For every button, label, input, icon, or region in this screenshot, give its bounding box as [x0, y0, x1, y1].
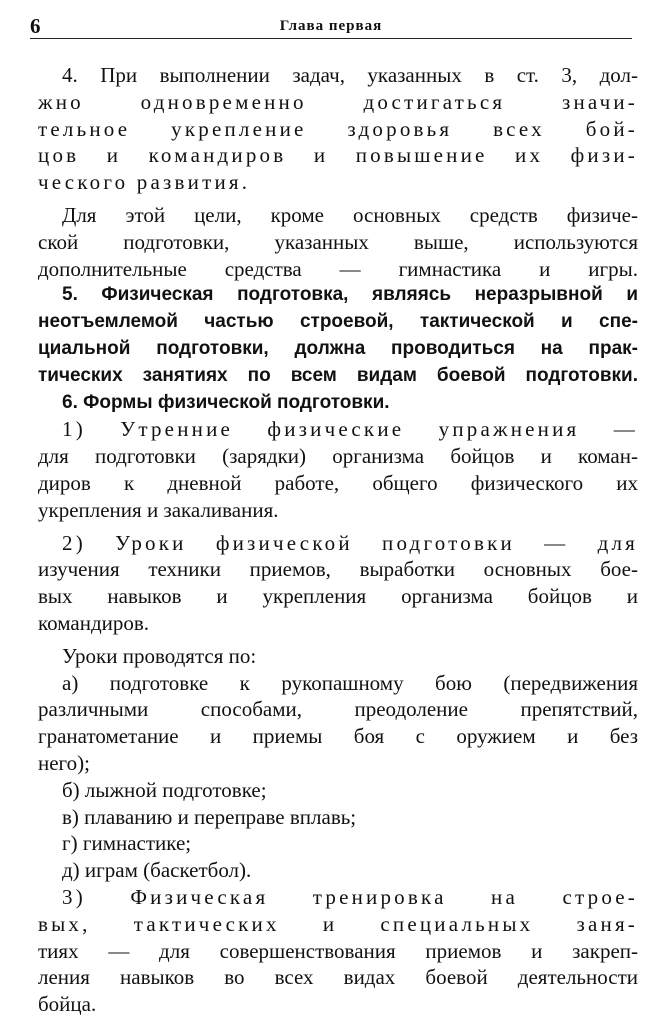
- section-heading: 6. Формы физической подготовки.: [62, 391, 390, 413]
- text-line: циальной подготовки, должна проводиться на прак-: [38, 337, 638, 359]
- page-number: 6: [30, 14, 41, 38]
- text-line: тических занятиях по всем видам боевой подготовки.: [38, 364, 638, 386]
- text-line: тиях — для совершенствования приемов и закреп-: [38, 938, 638, 963]
- text-line: ческого развития.: [38, 170, 251, 195]
- text-line: цов и командиров и повышение их физи-: [38, 143, 638, 168]
- list-item: б) лыжной подготовке;: [62, 777, 267, 802]
- list-item: г) гимнастике;: [62, 831, 192, 856]
- text-line: вых навыков и укрепления организма бойцов и: [38, 584, 638, 609]
- text-line: 4. При выполнении задач, указанных в ст. 3, дол-: [62, 63, 638, 87]
- text-line: изучения техники приемов, выработки основных бое-: [38, 557, 638, 582]
- text-line: дополнительные средства — гимнастика и игры.: [38, 256, 638, 281]
- text-line: неотъемлемой частью строевой, тактической и спе-: [38, 311, 638, 333]
- text-line: жно одновременно достигаться значи-: [38, 89, 638, 114]
- text-line: ской подготовки, указанных выше, используются: [38, 229, 638, 254]
- text-line: гранатометание и приемы боя с оружием и без: [38, 724, 638, 749]
- text-line: командиров.: [38, 610, 150, 635]
- chapter-title: Глава первая: [279, 18, 383, 34]
- text-line: тельное укрепление здоровья всех бой-: [38, 116, 638, 141]
- list-item: д) играм (баскетбол).: [62, 858, 252, 883]
- text-line: 3) Физическая тренировка на строе-: [62, 884, 638, 909]
- text-line: для подготовки (зарядки) организма бойцов и коман-: [38, 444, 638, 469]
- page-header: [30, 14, 632, 39]
- text-line: диров к дневной работе, общего физического их: [38, 470, 638, 495]
- body-text: [38, 62, 638, 1018]
- list-item: в) плаванию и переправе вплавь;: [62, 804, 357, 829]
- text-line: укрепления и закаливания.: [38, 497, 279, 522]
- text-line: Для этой цели, кроме основных средств физиче-: [62, 202, 638, 227]
- text-line: Уроки проводятся по:: [62, 643, 257, 668]
- text-line: ления навыков во всех видах боевой деятельности: [38, 965, 638, 990]
- text-line: вых, тактических и специальных заня-: [38, 911, 638, 936]
- text-line: него);: [38, 750, 90, 775]
- text-line: 1) Утренние физические упражнения —: [62, 417, 638, 442]
- text-line: 5. Физическая подготовка, являясь неразрывной и: [62, 284, 638, 306]
- text-line: бойца.: [38, 992, 97, 1017]
- text-line: 2) Уроки физической подготовки — для: [62, 530, 638, 555]
- text-line: а) подготовке к рукопашному бою (передвижения: [62, 670, 638, 695]
- text-line: различными способами, преодоление препятствий,: [38, 697, 638, 722]
